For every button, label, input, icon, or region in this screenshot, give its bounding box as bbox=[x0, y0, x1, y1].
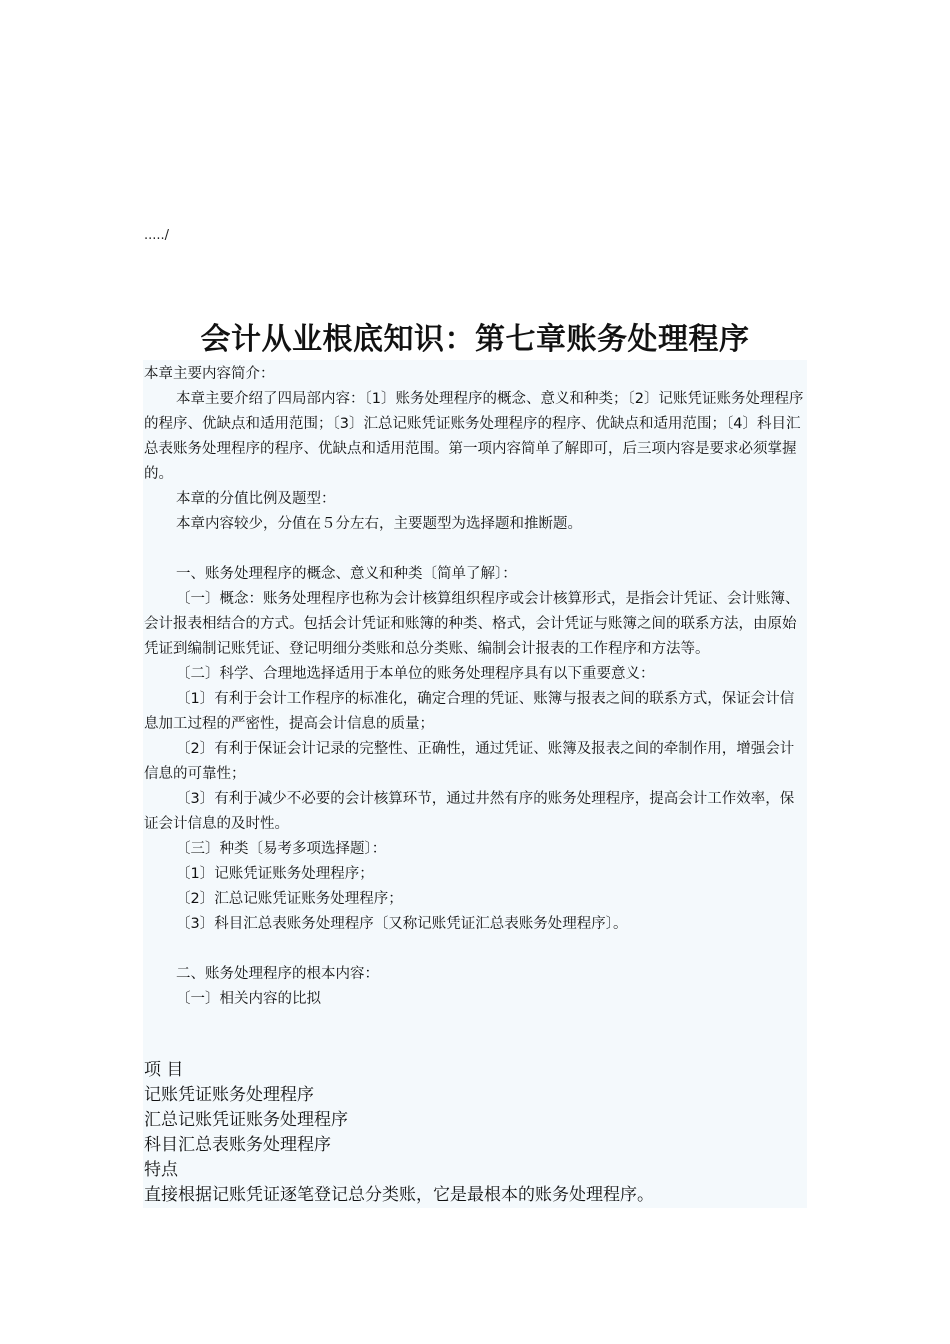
types-item: 〔1〕记账凭证账务处理程序； bbox=[176, 866, 374, 882]
section1-heading: 一、账务处理程序的概念、意义和种类〔简单了解〕： bbox=[176, 566, 517, 582]
section2-subheading: 〔一〕相关内容的比拟 bbox=[176, 991, 321, 1007]
header-mark: ...../ bbox=[144, 228, 170, 243]
significance-heading: 〔二〕科学、合理地选择适用于本单位的账务处理程序具有以下重要意义： bbox=[176, 666, 655, 682]
document-title: 会计从业根底知识：第七章账务处理程序 bbox=[200, 322, 750, 357]
program-name: 记账凭证账务处理程序 bbox=[144, 1085, 314, 1105]
feature-label: 特点 bbox=[144, 1160, 178, 1180]
program-name: 汇总记账凭证账务处理程序 bbox=[144, 1110, 348, 1130]
item-label: 项 目 bbox=[144, 1060, 184, 1080]
program-name: 科目汇总表账务处理程序 bbox=[144, 1135, 331, 1155]
spacer bbox=[144, 937, 804, 962]
significance-item: 〔3〕有利于减少不必要的会计核算环节，通过井然有序的账务处理程序，提高会计工作效率，保证会计信息的及时性。 bbox=[144, 791, 795, 832]
document-body bbox=[144, 362, 804, 1012]
types-item: 〔2〕汇总记账凭证账务处理程序； bbox=[176, 891, 403, 907]
section2-heading: 二、账务处理程序的根本内容： bbox=[176, 966, 379, 982]
feature-text: 直接根据记账凭证逐笔登记总分类账，它是最根本的账务处理程序。 bbox=[144, 1185, 654, 1205]
types-item: 〔3〕科目汇总表账务处理程序〔又称记账凭证汇总表账务处理程序〕。 bbox=[176, 916, 628, 932]
significance-item: 〔1〕有利于会计工作程序的标准化，确定合理的凭证、账簿与报表之间的联系方式，保证会计信息加工过程的严密性，提高会计信息的质量； bbox=[144, 691, 795, 732]
intro-summary: 本章主要介绍了四局部内容：〔1〕账务处理程序的概念、意义和种类；〔2〕记账凭证账务处理程序的程序、优缺点和适用范围；〔3〕汇总记账凭证账务处理程序的程序、优缺点和适用范围；〔4〕科目汇总表账务处理程序的程序、优缺点和适用范围。第一项内容简单了解即可，后三项内容是要求必须掌握的。 bbox=[144, 391, 804, 482]
significance-item: 〔2〕有利于保证会计记录的完整性、正确性，通过凭证、账簿及报表之间的牵制作用，增强会计信息的可靠性； bbox=[144, 741, 795, 782]
intro-heading: 本章主要内容简介： bbox=[144, 366, 275, 382]
score-heading: 本章的分值比例及题型： bbox=[176, 491, 336, 507]
spacer bbox=[144, 537, 804, 562]
score-text: 本章内容较少，分值在５分左右，主要题型为选择题和推断题。 bbox=[176, 516, 582, 532]
concept-paragraph: 〔一〕概念：账务处理程序也称为会计核算组织程序或会计核算形式，是指会计凭证、会计账簿、会计报表相结合的方式。包括会计凭证和账簿的种类、格式，会计凭证与账簿之间的联系方法，由原始凭证到编制记账凭证、登记明细分类账和总分类账、编制会计报表的工作程序和方法等。 bbox=[144, 591, 800, 657]
comparison-table bbox=[144, 1058, 804, 1208]
types-heading: 〔三〕种类〔易考多项选择题〕： bbox=[176, 841, 387, 857]
